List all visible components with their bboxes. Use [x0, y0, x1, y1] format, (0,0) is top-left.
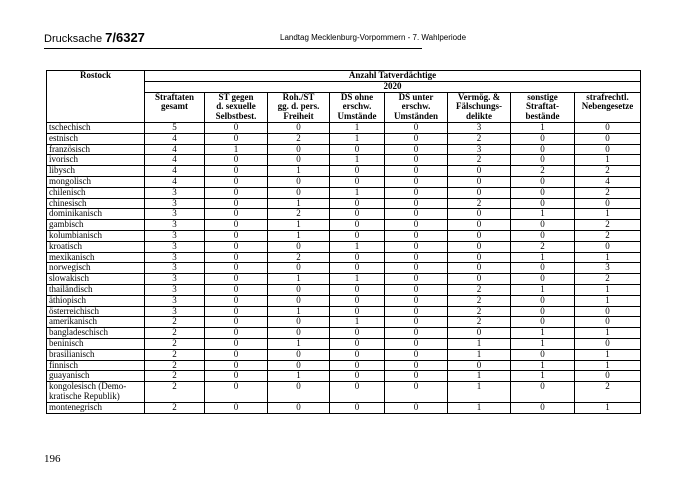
table-cell: 0 — [330, 263, 385, 274]
table-cell: 3 — [448, 122, 511, 133]
row-label: estnisch — [47, 133, 145, 144]
table-cell: 0 — [385, 144, 448, 155]
table-cell: 0 — [385, 220, 448, 231]
table-cell: 1 — [330, 274, 385, 285]
table-cell: 0 — [385, 252, 448, 263]
table-cell: 0 — [205, 209, 268, 220]
table-cell: 0 — [205, 338, 268, 349]
table-cell: 0 — [205, 349, 268, 360]
table-cell: 0 — [385, 371, 448, 382]
table-cell: 0 — [448, 220, 511, 231]
table-cell: 0 — [205, 198, 268, 209]
corner-header: Rostock — [47, 71, 145, 123]
table-cell: 0 — [330, 306, 385, 317]
table-cell: 2 — [448, 317, 511, 328]
table-cell: 0 — [205, 360, 268, 371]
table-row — [47, 220, 641, 231]
table-cell: 0 — [385, 317, 448, 328]
row-label: chilenisch — [47, 187, 145, 198]
group-header: Anzahl Tatverdächtige — [145, 71, 641, 82]
table-cell: 0 — [268, 284, 330, 295]
table-cell: 0 — [448, 328, 511, 339]
table-cell: 0 — [330, 230, 385, 241]
table-cell: 0 — [448, 209, 511, 220]
table-cell: 3 — [145, 274, 205, 285]
row-label: mexikanisch — [47, 252, 145, 263]
row-label: äthiopisch — [47, 295, 145, 306]
table-cell: 0 — [268, 263, 330, 274]
table-cell: 2 — [511, 241, 575, 252]
table-row — [47, 382, 641, 403]
table-cell: 1 — [575, 155, 641, 166]
table-cell: 0 — [205, 187, 268, 198]
row-label: libysch — [47, 166, 145, 177]
table-cell: 1 — [448, 382, 511, 403]
table-cell: 0 — [268, 187, 330, 198]
table-row — [47, 263, 641, 274]
table-row — [47, 122, 641, 133]
table-cell: 0 — [330, 176, 385, 187]
row-label: gambisch — [47, 220, 145, 231]
table-cell: 3 — [145, 220, 205, 231]
table-cell: 0 — [385, 209, 448, 220]
table-cell: 1 — [268, 371, 330, 382]
table-cell: 0 — [205, 176, 268, 187]
table-cell: 0 — [330, 252, 385, 263]
header-rule — [44, 48, 422, 49]
table-cell: 0 — [448, 252, 511, 263]
table-cell: 3 — [448, 144, 511, 155]
table-cell: 3 — [575, 263, 641, 274]
table-cell: 0 — [385, 274, 448, 285]
table-cell: 0 — [575, 122, 641, 133]
table-row — [47, 274, 641, 285]
row-label: kolumbianisch — [47, 230, 145, 241]
table-row — [47, 371, 641, 382]
table-cell: 1 — [575, 402, 641, 413]
table-cell: 1 — [511, 284, 575, 295]
table-cell: 0 — [385, 295, 448, 306]
table-cell: 0 — [511, 349, 575, 360]
table-cell: 0 — [448, 187, 511, 198]
table-cell: 0 — [511, 230, 575, 241]
table-cell: 1 — [575, 328, 641, 339]
table-cell: 0 — [330, 144, 385, 155]
table-cell: 0 — [205, 328, 268, 339]
document-number: 7/6327 — [105, 30, 145, 45]
table-cell: 0 — [205, 263, 268, 274]
table-cell: 2 — [268, 209, 330, 220]
table-cell: 1 — [268, 230, 330, 241]
table-cell: 1 — [511, 328, 575, 339]
table-cell: 0 — [205, 284, 268, 295]
table-cell: 2 — [575, 220, 641, 231]
table-cell: 4 — [145, 176, 205, 187]
table-cell: 0 — [268, 295, 330, 306]
table-cell: 1 — [511, 338, 575, 349]
table-cell: 1 — [268, 198, 330, 209]
table-cell: 0 — [575, 306, 641, 317]
table-cell: 0 — [330, 284, 385, 295]
document-prefix: Drucksache — [44, 33, 106, 45]
table-cell: 0 — [268, 328, 330, 339]
table-cell: 1 — [448, 338, 511, 349]
table-cell: 1 — [330, 155, 385, 166]
table-row — [47, 133, 641, 144]
table-cell: 0 — [268, 349, 330, 360]
year-header: 2020 — [145, 81, 641, 92]
row-label: slowakisch — [47, 274, 145, 285]
table-row — [47, 241, 641, 252]
table-cell: 0 — [385, 155, 448, 166]
table-cell: 0 — [330, 349, 385, 360]
table-cell: 2 — [145, 338, 205, 349]
page-number: 196 — [44, 453, 61, 465]
table-cell: 2 — [575, 230, 641, 241]
table-row — [47, 252, 641, 263]
table-cell: 0 — [268, 402, 330, 413]
table-row — [47, 317, 641, 328]
table-cell: 0 — [205, 230, 268, 241]
table-cell: 0 — [511, 306, 575, 317]
column-header: Roh./ST gg. d. pers. Freiheit — [268, 92, 330, 122]
table-cell: 2 — [145, 402, 205, 413]
table-cell: 3 — [145, 263, 205, 274]
table-cell: 2 — [145, 382, 205, 403]
table-cell: 2 — [448, 133, 511, 144]
table-cell: 0 — [330, 360, 385, 371]
table-cell: 0 — [268, 241, 330, 252]
table-cell: 0 — [575, 371, 641, 382]
row-label: österreichisch — [47, 306, 145, 317]
table-row — [47, 187, 641, 198]
table-cell: 1 — [575, 209, 641, 220]
parliament-label: Landtag Mecklenburg-Vorpommern - 7. Wahlperiode — [280, 33, 467, 42]
table-cell: 0 — [330, 209, 385, 220]
table-cell: 0 — [575, 144, 641, 155]
table-cell: 1 — [268, 306, 330, 317]
table-cell: 0 — [268, 360, 330, 371]
table-cell: 1 — [511, 209, 575, 220]
table-cell: 0 — [330, 198, 385, 209]
table-cell: 1 — [268, 220, 330, 231]
column-header: DS unter erschw. Umständen — [385, 92, 448, 122]
table-cell: 0 — [511, 133, 575, 144]
table-cell: 0 — [205, 306, 268, 317]
table-cell: 5 — [145, 122, 205, 133]
table-cell: 3 — [145, 284, 205, 295]
table-cell: 2 — [268, 252, 330, 263]
table-cell: 4 — [575, 176, 641, 187]
table-cell: 0 — [330, 371, 385, 382]
row-label: ivorisch — [47, 155, 145, 166]
table-body — [47, 122, 641, 413]
table-cell: 0 — [268, 317, 330, 328]
table-cell: 2 — [448, 198, 511, 209]
table-cell: 0 — [575, 317, 641, 328]
table-cell: 0 — [511, 198, 575, 209]
row-label: kongolesisch (Demo- kratische Republik) — [47, 382, 145, 403]
table-cell: 0 — [205, 382, 268, 403]
table-cell: 0 — [385, 306, 448, 317]
row-label: amerikanisch — [47, 317, 145, 328]
table-cell: 1 — [511, 360, 575, 371]
table-cell: 2 — [145, 328, 205, 339]
table-cell: 0 — [448, 360, 511, 371]
table-cell: 0 — [205, 252, 268, 263]
table-row — [47, 209, 641, 220]
table-cell: 4 — [145, 144, 205, 155]
row-label: bangladeschisch — [47, 328, 145, 339]
table-row — [47, 166, 641, 177]
table-cell: 1 — [575, 349, 641, 360]
table-cell: 0 — [268, 144, 330, 155]
row-label: mongolisch — [47, 176, 145, 187]
table-cell: 0 — [511, 187, 575, 198]
table-cell: 1 — [330, 187, 385, 198]
table-row — [47, 360, 641, 371]
table-row — [47, 349, 641, 360]
table-cell: 0 — [268, 122, 330, 133]
table-cell: 2 — [448, 155, 511, 166]
table-cell: 3 — [145, 209, 205, 220]
table-cell: 0 — [385, 122, 448, 133]
row-label: norwegisch — [47, 263, 145, 274]
table-cell: 0 — [448, 166, 511, 177]
table-cell: 0 — [511, 402, 575, 413]
table-cell: 0 — [385, 187, 448, 198]
table-cell: 0 — [330, 402, 385, 413]
column-header: Straftaten gesamt — [145, 92, 205, 122]
table-cell: 4 — [145, 133, 205, 144]
table-cell: 3 — [145, 198, 205, 209]
table-cell: 1 — [205, 144, 268, 155]
table-cell: 2 — [145, 317, 205, 328]
table-cell: 1 — [448, 402, 511, 413]
table-cell: 1 — [330, 241, 385, 252]
table-cell: 2 — [575, 187, 641, 198]
table-cell: 0 — [385, 382, 448, 403]
table-cell: 1 — [330, 133, 385, 144]
table-cell: 3 — [145, 252, 205, 263]
table-cell: 1 — [268, 274, 330, 285]
table-cell: 3 — [145, 230, 205, 241]
table-cell: 0 — [385, 338, 448, 349]
table-row — [47, 295, 641, 306]
table-cell: 2 — [145, 349, 205, 360]
table-cell: 0 — [575, 198, 641, 209]
table-cell: 3 — [145, 295, 205, 306]
table-cell: 2 — [448, 306, 511, 317]
table-cell: 3 — [145, 187, 205, 198]
table-cell: 2 — [575, 274, 641, 285]
column-header: ST gegen d. sexuelle Selbstbest. — [205, 92, 268, 122]
table-cell: 4 — [145, 166, 205, 177]
row-label: kroatisch — [47, 241, 145, 252]
table-cell: 0 — [511, 263, 575, 274]
table-cell: 0 — [205, 220, 268, 231]
table-cell: 0 — [511, 295, 575, 306]
table-row — [47, 284, 641, 295]
table-cell: 1 — [511, 371, 575, 382]
row-label: dominikanisch — [47, 209, 145, 220]
table-cell: 0 — [511, 317, 575, 328]
table-cell: 0 — [385, 133, 448, 144]
table-cell: 1 — [575, 295, 641, 306]
table-cell: 0 — [268, 176, 330, 187]
table-cell: 0 — [575, 338, 641, 349]
table-row — [47, 328, 641, 339]
table-row — [47, 198, 641, 209]
table-cell: 1 — [575, 284, 641, 295]
table-cell: 0 — [511, 382, 575, 403]
table-cell: 2 — [511, 166, 575, 177]
table-cell: 0 — [385, 230, 448, 241]
table-cell: 0 — [268, 382, 330, 403]
table-cell: 0 — [575, 133, 641, 144]
row-label: französisch — [47, 144, 145, 155]
table-cell: 0 — [511, 274, 575, 285]
table-cell: 0 — [330, 166, 385, 177]
table-cell: 0 — [385, 176, 448, 187]
table-cell: 0 — [385, 349, 448, 360]
table-cell: 1 — [330, 122, 385, 133]
table-cell: 0 — [330, 382, 385, 403]
table-cell: 0 — [448, 241, 511, 252]
table-cell: 1 — [511, 252, 575, 263]
table-cell: 1 — [268, 166, 330, 177]
table-cell: 2 — [268, 133, 330, 144]
table-cell: 0 — [385, 328, 448, 339]
table-cell: 3 — [145, 306, 205, 317]
table-cell: 0 — [205, 274, 268, 285]
table-cell: 0 — [511, 176, 575, 187]
table-cell: 2 — [145, 360, 205, 371]
table-cell: 0 — [205, 241, 268, 252]
table-cell: 0 — [205, 402, 268, 413]
table-cell: 2 — [575, 166, 641, 177]
row-label: tschechisch — [47, 122, 145, 133]
table-cell: 0 — [205, 122, 268, 133]
column-header: DS ohne erschw. Umstände — [330, 92, 385, 122]
table-row — [47, 144, 641, 155]
table-cell: 0 — [385, 263, 448, 274]
row-label: thailändisch — [47, 284, 145, 295]
table-row — [47, 338, 641, 349]
table-cell: 0 — [330, 328, 385, 339]
table-cell: 2 — [448, 284, 511, 295]
table-cell: 0 — [385, 284, 448, 295]
suspects-table — [46, 70, 641, 414]
table-cell: 0 — [448, 176, 511, 187]
table-cell: 0 — [205, 166, 268, 177]
table-cell: 0 — [385, 166, 448, 177]
table-cell: 0 — [205, 295, 268, 306]
table-cell: 3 — [145, 241, 205, 252]
row-label: beninisch — [47, 338, 145, 349]
table-cell: 0 — [385, 241, 448, 252]
table-cell: 1 — [330, 317, 385, 328]
table-cell: 2 — [575, 382, 641, 403]
column-header: sonstige Straftat- bestände — [511, 92, 575, 122]
table-cell: 0 — [511, 155, 575, 166]
table-cell: 0 — [205, 317, 268, 328]
table-cell: 0 — [330, 220, 385, 231]
table-cell: 0 — [385, 402, 448, 413]
row-label: finnisch — [47, 360, 145, 371]
row-label: brasilianisch — [47, 349, 145, 360]
table-cell: 1 — [448, 349, 511, 360]
table-cell: 2 — [145, 371, 205, 382]
column-header: strafrechtl. Nebengesetze — [575, 92, 641, 122]
table-cell: 0 — [448, 230, 511, 241]
table-cell: 0 — [205, 133, 268, 144]
document-id — [44, 30, 145, 45]
table-cell: 0 — [205, 155, 268, 166]
table-cell: 0 — [511, 144, 575, 155]
table-cell: 0 — [448, 263, 511, 274]
table-cell: 1 — [511, 122, 575, 133]
table-cell: 0 — [205, 371, 268, 382]
table-cell: 1 — [268, 338, 330, 349]
table-cell: 1 — [448, 371, 511, 382]
table-cell: 0 — [575, 241, 641, 252]
table-cell: 1 — [575, 360, 641, 371]
table-row — [47, 402, 641, 413]
table-cell: 0 — [268, 155, 330, 166]
table-row — [47, 155, 641, 166]
table-cell: 4 — [145, 155, 205, 166]
column-header: Vermög. & Fälschungs- delikte — [448, 92, 511, 122]
table-cell: 0 — [330, 338, 385, 349]
table-cell: 1 — [575, 252, 641, 263]
table-cell: 0 — [385, 360, 448, 371]
table-cell: 0 — [385, 198, 448, 209]
table-row — [47, 176, 641, 187]
table-cell: 2 — [448, 295, 511, 306]
table-row — [47, 306, 641, 317]
row-label: chinesisch — [47, 198, 145, 209]
row-label: guayanisch — [47, 371, 145, 382]
table-row — [47, 230, 641, 241]
row-label: montenegrisch — [47, 402, 145, 413]
table-cell: 0 — [448, 274, 511, 285]
table-cell: 0 — [511, 220, 575, 231]
table-cell: 0 — [330, 295, 385, 306]
